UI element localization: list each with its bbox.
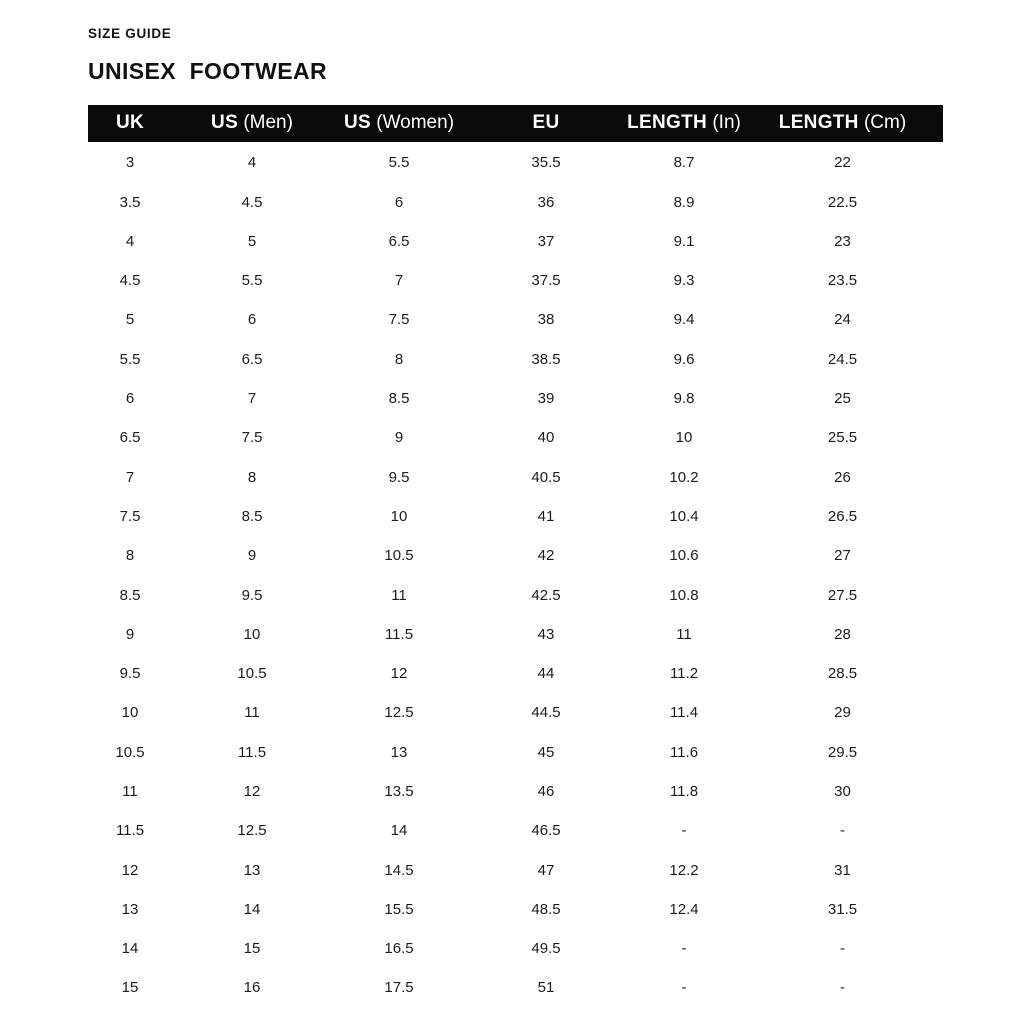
size-cell-us-women: 6 <box>394 193 404 211</box>
size-cell-us-women: 17.5 <box>384 979 414 997</box>
header-label-rest: (In) <box>707 112 741 134</box>
size-cell-us-women: 13 <box>390 743 408 761</box>
size-cell-us-men: 12 <box>243 782 261 800</box>
size-cell-length-cm: - <box>840 979 845 997</box>
size-row <box>88 338 943 377</box>
header-label-strong: LENGTH <box>778 112 859 134</box>
size-cell-length-cm: 31.5 <box>827 900 858 918</box>
size-cell-us-women: 14 <box>390 822 408 840</box>
size-cell-eu: 42 <box>537 547 555 565</box>
size-cell-length-in: 10.2 <box>669 468 699 486</box>
size-cell-length-cm: 28.5 <box>827 665 858 683</box>
size-cell-uk: 8.5 <box>119 586 141 604</box>
size-cell-length-in: - <box>681 940 687 958</box>
size-cell-eu: 51 <box>537 979 555 997</box>
size-cell-length-in: 9.3 <box>673 272 695 290</box>
size-cell-length-in: 8.9 <box>673 193 695 211</box>
size-cell-us-women: 16.5 <box>384 940 414 958</box>
size-row <box>88 417 943 456</box>
header-label-strong: US <box>343 112 371 134</box>
size-cell-length-in: 9.6 <box>673 350 695 368</box>
size-cell-length-in: 9.1 <box>673 232 695 250</box>
header-cell-length-in <box>626 105 742 142</box>
size-cell-length-in: 11.8 <box>669 782 699 800</box>
size-cell-us-women: 11.5 <box>384 625 414 643</box>
size-row <box>88 770 943 809</box>
size-cell-length-cm: 24.5 <box>827 350 858 368</box>
size-row <box>88 967 943 1006</box>
size-row <box>88 574 943 613</box>
size-cell-uk: 6.5 <box>119 429 141 447</box>
size-cell-uk: 12 <box>121 861 139 879</box>
size-cell-length-in: 8.7 <box>673 154 695 172</box>
size-cell-us-women: 7.5 <box>388 311 410 329</box>
size-cell-us-women: 13.5 <box>384 782 414 800</box>
size-cell-uk: 4.5 <box>119 272 141 290</box>
header-label-rest: (Cm) <box>858 112 907 134</box>
size-cell-length-cm: 28 <box>834 625 851 643</box>
size-cell-length-in: 11.2 <box>669 665 699 683</box>
size-cell-length-cm: 26.5 <box>827 507 858 525</box>
size-cell-uk: 9.5 <box>119 665 141 683</box>
size-row <box>88 456 943 495</box>
size-cell-uk: 8 <box>125 547 135 565</box>
size-cell-length-cm: 25.5 <box>827 429 858 447</box>
size-cell-length-cm: 27.5 <box>827 586 858 604</box>
header-cell-us-men <box>172 105 332 142</box>
size-cell-uk: 3 <box>125 154 135 172</box>
size-cell-length-in: 11.4 <box>669 704 699 722</box>
size-cell-uk: 3.5 <box>119 193 141 211</box>
size-cell-length-in: 12.2 <box>669 861 699 879</box>
size-cell-eu: 36 <box>537 193 555 211</box>
size-cell-length-cm: 26 <box>834 468 851 486</box>
size-cell-eu: 44 <box>537 665 555 683</box>
size-cell-uk: 11.5 <box>115 822 145 840</box>
size-cell-us-women: 6.5 <box>388 232 410 250</box>
size-cell-us-women: 9 <box>394 429 404 447</box>
size-cell-us-men: 9 <box>247 547 257 565</box>
size-cell-us-women: 5.5 <box>388 154 410 172</box>
size-cell-length-cm: 24 <box>834 311 851 329</box>
size-cell-eu: 43 <box>537 625 555 643</box>
size-cell-us-women: 11 <box>391 586 407 604</box>
size-row <box>88 849 943 888</box>
size-cell-eu: 45 <box>537 743 555 761</box>
size-cell-eu: 40.5 <box>531 468 561 486</box>
header-label-rest: (Women) <box>370 112 455 134</box>
size-cell-uk: 7.5 <box>119 507 141 525</box>
size-row <box>88 928 943 967</box>
size-cell-us-men: 7 <box>247 390 257 408</box>
size-cell-us-women: 8 <box>394 350 404 368</box>
header-label-strong: LENGTH <box>627 112 708 134</box>
header-cell-eu <box>466 105 626 142</box>
size-cell-eu: 38.5 <box>531 350 561 368</box>
size-cell-uk: 15 <box>121 979 139 997</box>
size-cell-length-cm: 30 <box>834 782 851 800</box>
size-cell-length-cm: 27 <box>834 547 851 565</box>
size-cell-length-cm: 22.5 <box>827 193 858 211</box>
size-cell-uk: 14 <box>121 940 139 958</box>
size-cell-uk: 4 <box>125 232 135 250</box>
size-cell-eu: 49.5 <box>531 940 561 958</box>
size-cell-us-men: 7.5 <box>241 429 263 447</box>
size-cell-us-men: 4.5 <box>241 193 263 211</box>
size-cell-length-cm: 23.5 <box>827 272 858 290</box>
size-cell-us-men: 14 <box>243 900 261 918</box>
header-label-strong: EU <box>532 112 560 134</box>
size-cell-length-cm: - <box>840 940 845 958</box>
size-cell-us-men: 10.5 <box>237 665 267 683</box>
size-row <box>88 888 943 927</box>
size-cell-eu: 37.5 <box>531 272 561 290</box>
size-cell-us-men: 11 <box>244 704 260 722</box>
size-cell-eu: 48.5 <box>531 900 561 918</box>
header-cell-us-women <box>332 105 466 142</box>
size-cell-us-women: 15.5 <box>384 900 414 918</box>
size-cell-uk: 10 <box>121 704 139 722</box>
size-cell-us-men: 5.5 <box>241 272 263 290</box>
size-cell-us-men: 8.5 <box>241 507 263 525</box>
size-cell-eu: 40 <box>537 429 555 447</box>
size-cell-length-in: - <box>681 979 687 997</box>
size-cell-us-women: 10.5 <box>384 547 414 565</box>
size-cell-length-in: 9.8 <box>673 390 695 408</box>
size-guide-label: SIZE GUIDE <box>88 26 172 41</box>
size-row <box>88 613 943 652</box>
size-cell-us-men: 16 <box>243 979 261 997</box>
size-row <box>88 220 943 259</box>
page-title: UNISEX FOOTWEAR <box>88 58 327 84</box>
header-label-strong: UK <box>115 112 145 134</box>
size-cell-eu: 38 <box>537 311 555 329</box>
size-cell-us-men: 15 <box>243 940 261 958</box>
size-cell-us-men: 8 <box>247 468 257 486</box>
size-cell-length-in: - <box>681 822 687 840</box>
size-cell-eu: 46 <box>537 782 555 800</box>
size-cell-uk: 10.5 <box>115 743 145 761</box>
size-cell-us-men: 11.5 <box>237 743 267 761</box>
size-cell-length-cm: 22 <box>834 154 851 172</box>
size-cell-uk: 5.5 <box>119 350 141 368</box>
size-cell-length-cm: 29.5 <box>827 743 858 761</box>
size-row <box>88 692 943 731</box>
size-cell-us-men: 10 <box>243 625 261 643</box>
header-label-rest: (Men) <box>238 112 293 134</box>
size-cell-uk: 5 <box>125 311 135 329</box>
size-row <box>88 652 943 691</box>
header-cell-length-cm <box>742 105 943 142</box>
size-cell-eu: 46.5 <box>531 822 561 840</box>
size-row <box>88 181 943 220</box>
size-cell-eu: 44.5 <box>531 704 561 722</box>
size-cell-eu: 35.5 <box>531 154 561 172</box>
size-cell-uk: 13 <box>121 900 139 918</box>
header-row <box>88 105 943 142</box>
size-cell-us-men: 6.5 <box>241 350 263 368</box>
size-cell-eu: 42.5 <box>531 586 561 604</box>
size-row <box>88 495 943 534</box>
size-table-body <box>88 142 943 1007</box>
size-cell-eu: 41 <box>537 507 555 525</box>
size-cell-eu: 39 <box>537 390 555 408</box>
size-cell-length-cm: - <box>840 822 845 840</box>
size-cell-us-men: 6 <box>247 311 257 329</box>
size-cell-eu: 37 <box>537 232 555 250</box>
size-cell-uk: 11 <box>122 782 138 800</box>
size-cell-us-men: 12.5 <box>237 822 267 840</box>
size-cell-length-in: 9.4 <box>673 311 695 329</box>
size-cell-us-women: 12.5 <box>384 704 414 722</box>
size-row <box>88 299 943 338</box>
size-cell-length-in: 10.6 <box>669 547 699 565</box>
size-row <box>88 259 943 298</box>
size-cell-length-cm: 25 <box>834 390 851 408</box>
size-cell-us-men: 9.5 <box>241 586 263 604</box>
size-row <box>88 142 943 181</box>
size-row <box>88 731 943 770</box>
size-cell-eu: 47 <box>537 861 555 879</box>
size-cell-length-in: 10.8 <box>669 586 699 604</box>
size-cell-uk: 7 <box>125 468 135 486</box>
size-cell-us-women: 9.5 <box>388 468 410 486</box>
size-cell-us-women: 8.5 <box>388 390 410 408</box>
size-cell-us-men: 4 <box>247 154 257 172</box>
size-cell-length-cm: 31 <box>834 861 851 879</box>
size-cell-length-cm: 23 <box>834 232 851 250</box>
size-cell-us-men: 13 <box>243 861 261 879</box>
size-cell-us-women: 12 <box>390 665 408 683</box>
size-cell-us-women: 14.5 <box>384 861 414 879</box>
size-cell-length-cm: 29 <box>834 704 851 722</box>
size-cell-length-in: 11 <box>676 625 692 643</box>
header-cell-uk <box>88 105 172 142</box>
size-row <box>88 810 943 849</box>
size-cell-us-women: 7 <box>394 272 404 290</box>
size-row <box>88 535 943 574</box>
header-label-strong: US <box>211 112 239 134</box>
size-cell-length-in: 11.6 <box>669 743 699 761</box>
size-cell-uk: 6 <box>125 390 135 408</box>
size-cell-length-in: 10 <box>675 429 693 447</box>
size-row <box>88 377 943 416</box>
size-cell-length-in: 10.4 <box>669 507 699 525</box>
size-cell-us-women: 10 <box>390 507 408 525</box>
size-table <box>88 105 943 1007</box>
size-cell-length-in: 12.4 <box>669 900 699 918</box>
size-cell-us-men: 5 <box>247 232 257 250</box>
size-cell-uk: 9 <box>125 625 135 643</box>
